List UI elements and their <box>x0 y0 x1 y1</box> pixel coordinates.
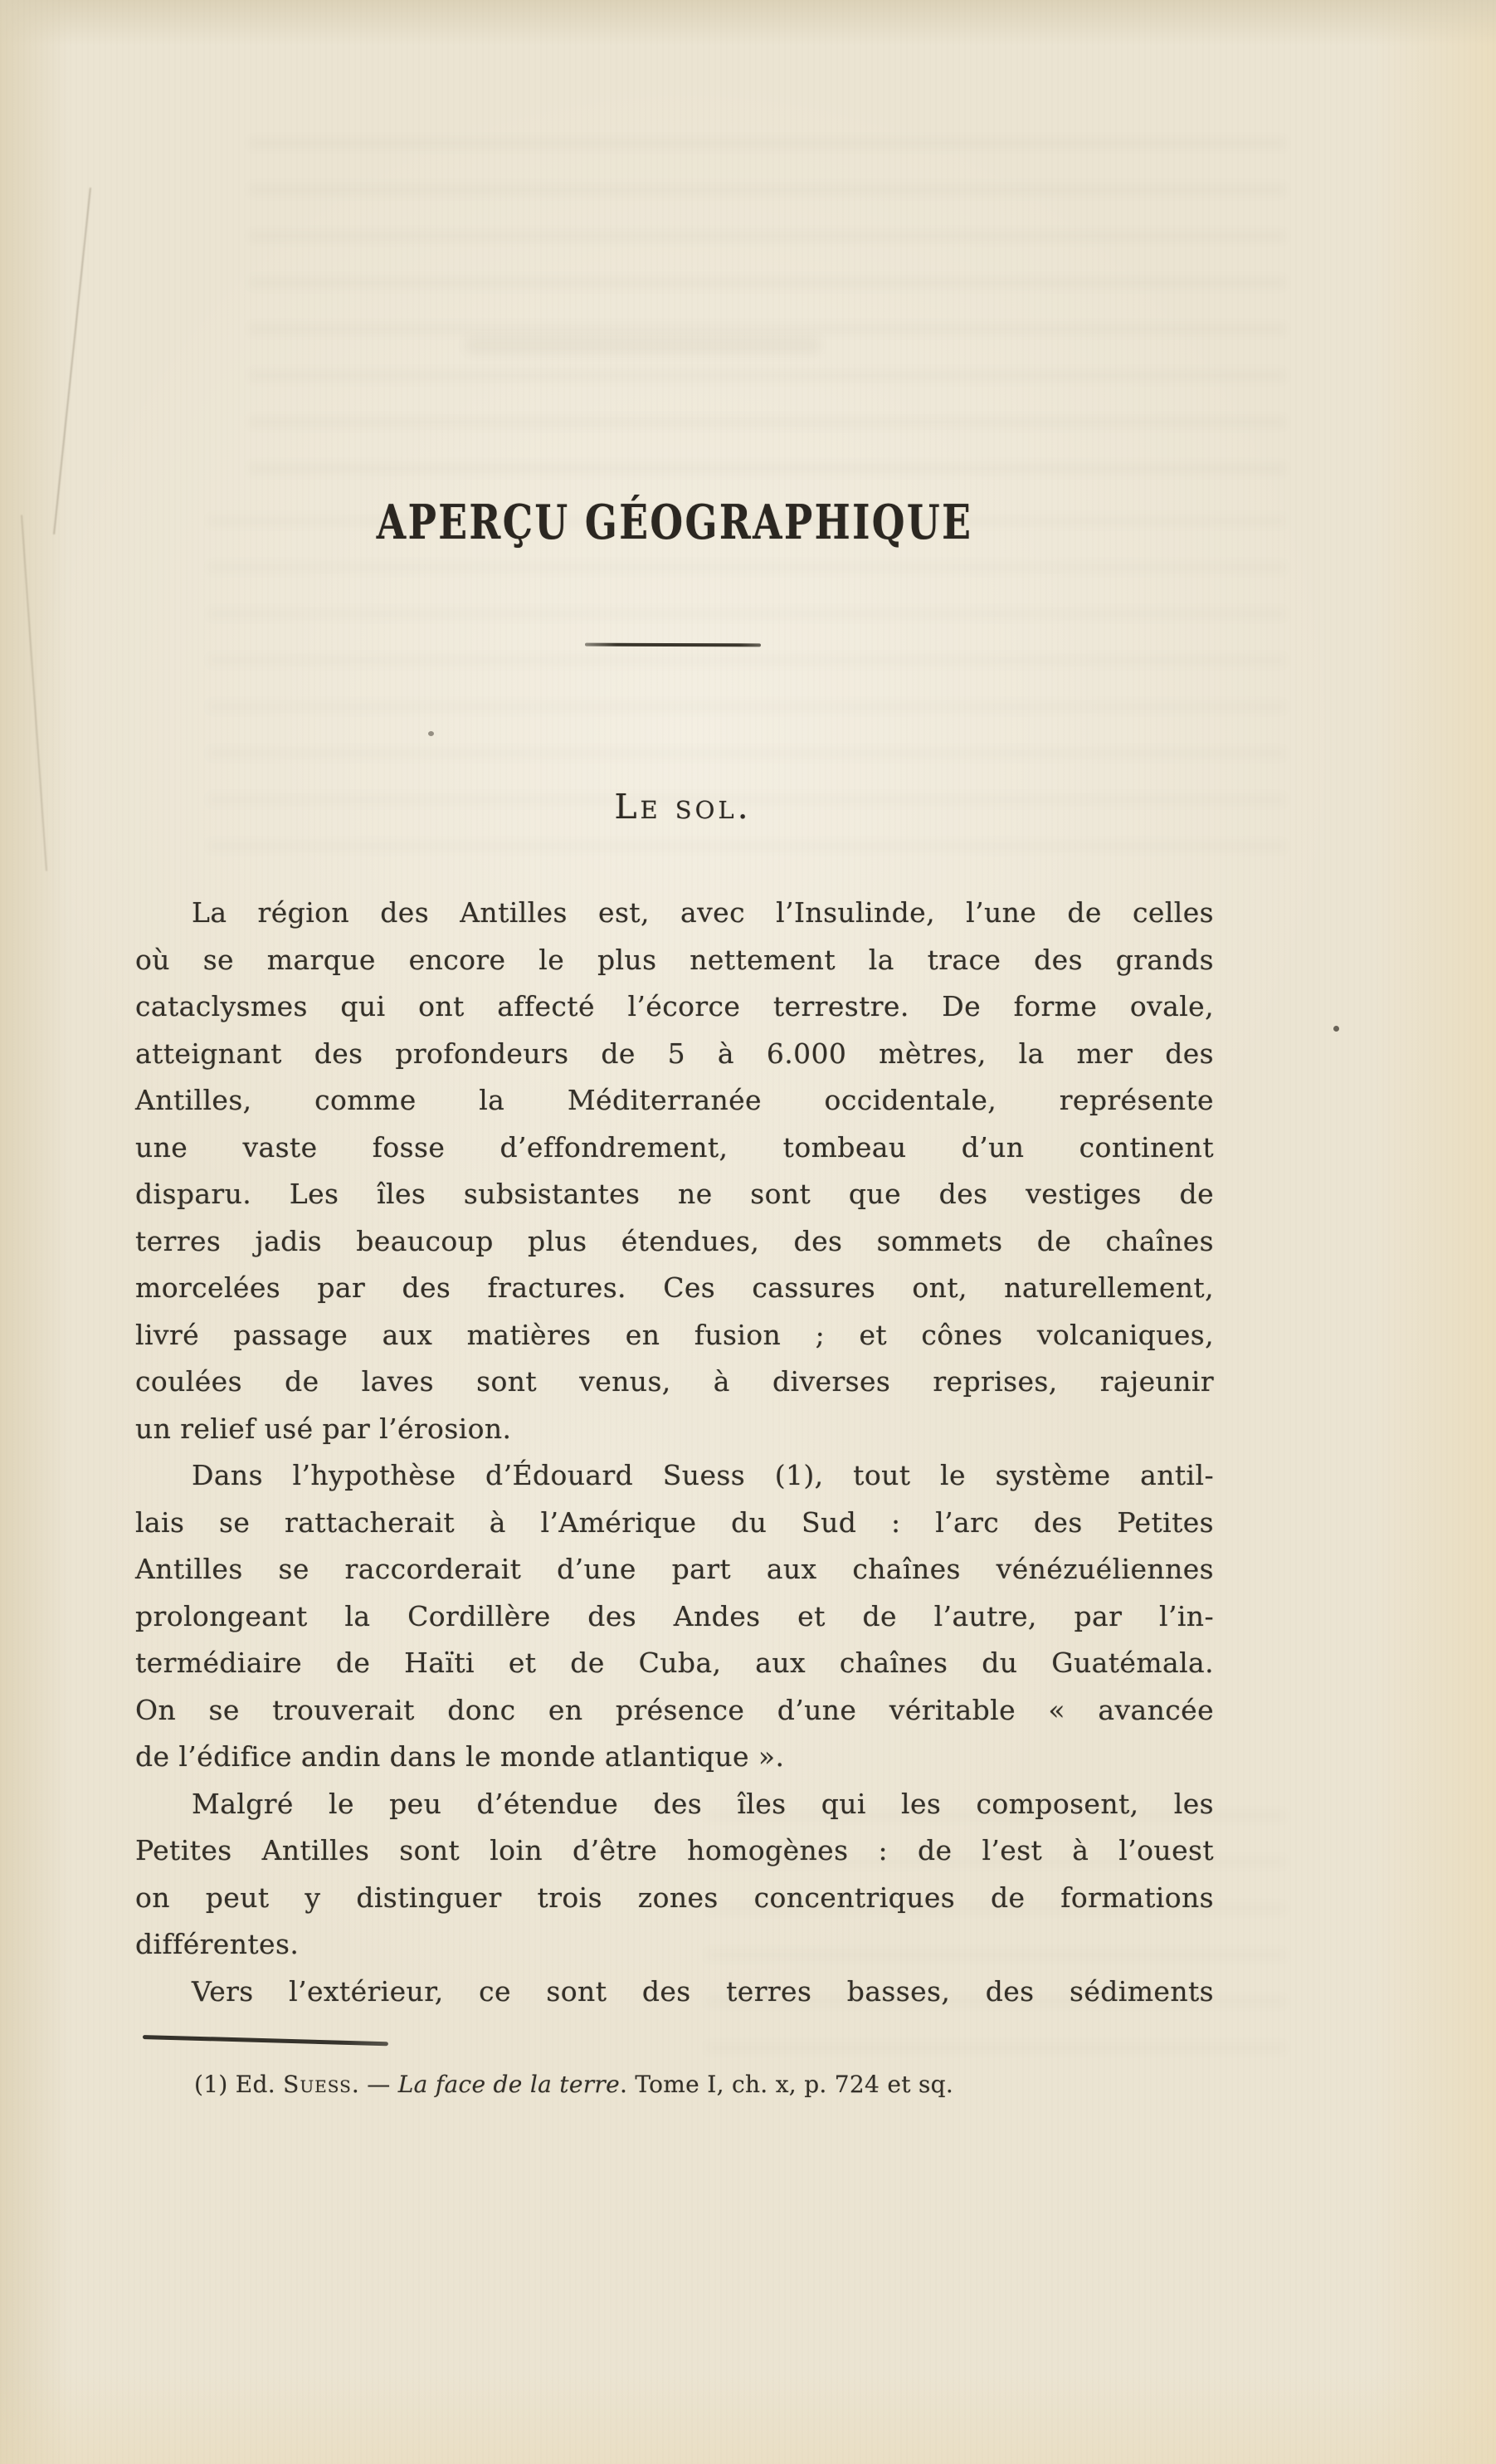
body-line: On se trouverait donc en présence d’une véritable « avancée <box>135 1693 1214 1726</box>
ink-speck <box>428 731 434 736</box>
body-line: La région des Antilles est, avec l’Insulinde, l’une de celles <box>192 896 1214 929</box>
body-line: où se marque encore le plus nettement la trace des grands <box>135 943 1214 976</box>
ink-bleed-through-top <box>249 137 1286 485</box>
chapter-title: APERÇU GÉOGRAPHIQUE <box>376 495 973 550</box>
title-divider-rule <box>585 643 761 647</box>
body-line: on peut y distinguer trois zones concentriques de formations <box>135 1881 1214 1914</box>
body-line: atteignant des profondeurs de 5 à 6.000 mètres, la mer des <box>135 1037 1214 1070</box>
body-line: cataclysmes qui ont affecté l’écorce terrestre. De forme ovale, <box>135 990 1214 1022</box>
footnote-work-title: La face de la terre <box>397 2071 620 2098</box>
body-line: termédiaire de Haïti et de Cuba, aux chaînes du Guatémala. <box>135 1647 1214 1679</box>
body-line: Antilles se raccorderait d’une part aux chaînes vénézuéliennes <box>135 1553 1214 1585</box>
ink-bleed-through-heading <box>465 336 821 354</box>
body-line: Petites Antilles sont loin d’être homogènes : de l’est à l’ouest <box>135 1834 1214 1866</box>
footnote-author-prefix: Ed. <box>227 2071 284 2098</box>
ink-speck <box>1333 1026 1339 1032</box>
body-line: un relief usé par l’érosion. <box>135 1412 512 1445</box>
body-line: Malgré le peu d’étendue des îles qui les composent, les <box>192 1787 1214 1820</box>
chapter-title-wrap <box>135 495 1214 550</box>
body-line: lais se rattacherait à l’Amérique du Sud : l’arc des Petites <box>135 1505 1214 1539</box>
body-text <box>135 890 1214 2015</box>
section-heading: Le sol. <box>614 787 752 827</box>
body-line: disparu. Les îles subsistantes ne sont que des vestiges de <box>135 1178 1214 1210</box>
footnote-marker: (1) <box>194 2071 228 2098</box>
body-line: terres jadis beaucoup plus étendues, des sommets de chaînes <box>135 1224 1214 1257</box>
body-line: Vers l’extérieur, ce sont des terres basses, des sédiments <box>192 1974 1214 2008</box>
footnote-detail: . Tome I, ch. x, p. 724 et sq. <box>619 2071 954 2098</box>
footnote <box>194 2068 1206 2101</box>
body-line: coulées de laves sont venus, à diverses reprises, rajeunir <box>135 1365 1214 1398</box>
body-line: morcelées par des fractures. Ces cassures ont, naturellement, <box>135 1271 1214 1304</box>
body-line: livré passage aux matières en fusion ; et cônes volcaniques, <box>135 1318 1214 1351</box>
body-line: Dans l’hypothèse d’Édouard Suess (1), tout le système antil- <box>192 1459 1214 1491</box>
body-line: Antilles, comme la Méditerranée occidentale, représente <box>135 1084 1214 1116</box>
body-line: différentes. <box>135 1928 300 1960</box>
body-line: une vaste fosse d’effondrement, tombeau d’un continent <box>135 1130 1214 1164</box>
body-line: de l’édifice andin dans le monde atlantique ». <box>135 1740 785 1773</box>
footnote-author: Suess <box>283 2071 352 2098</box>
body-line: prolongeant la Cordillère des Andes et de l’autre, par l’in- <box>135 1599 1214 1632</box>
footnote-separator: . — <box>351 2071 398 2098</box>
